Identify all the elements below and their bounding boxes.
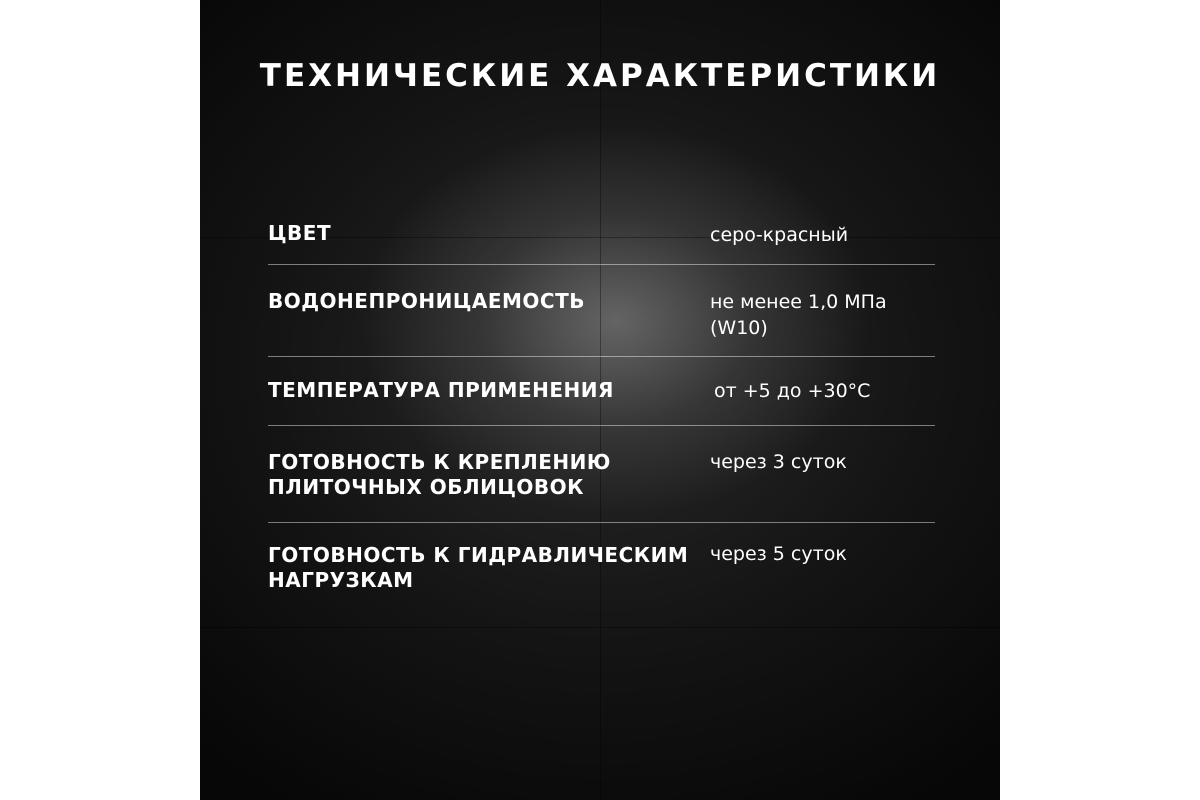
page-title: ТЕХНИЧЕСКИЕ ХАРАКТЕРИСТИКИ	[259, 58, 941, 94]
spec-label: ГОТОВНОСТЬ К ГИДРАВЛИЧЕСКИМ НАГРУЗКАМ	[268, 543, 689, 592]
row-divider	[268, 425, 935, 426]
spec-label: ВОДОНЕПРОНИЦАЕМОСТЬ	[268, 289, 585, 313]
spec-value: через 5 суток	[710, 543, 847, 565]
spec-value: от +5 до +30°С	[714, 380, 871, 402]
row-divider	[268, 264, 935, 265]
row-divider	[268, 522, 935, 523]
spec-value: серо-красный	[710, 224, 849, 246]
spec-label: ЦВЕТ	[268, 221, 332, 245]
spec-label: ТЕМПЕРАТУРА ПРИМЕНЕНИЯ	[268, 378, 614, 402]
tile-seam	[200, 627, 1000, 628]
spec-value: не менее 1,0 МПа (W10)	[710, 291, 887, 339]
spec-panel	[200, 0, 1000, 800]
spec-value: через 3 суток	[710, 451, 847, 473]
row-divider	[268, 356, 935, 357]
spec-label: ГОТОВНОСТЬ К КРЕПЛЕНИЮ ПЛИТОЧНЫХ ОБЛИЦОВОК	[268, 450, 611, 499]
